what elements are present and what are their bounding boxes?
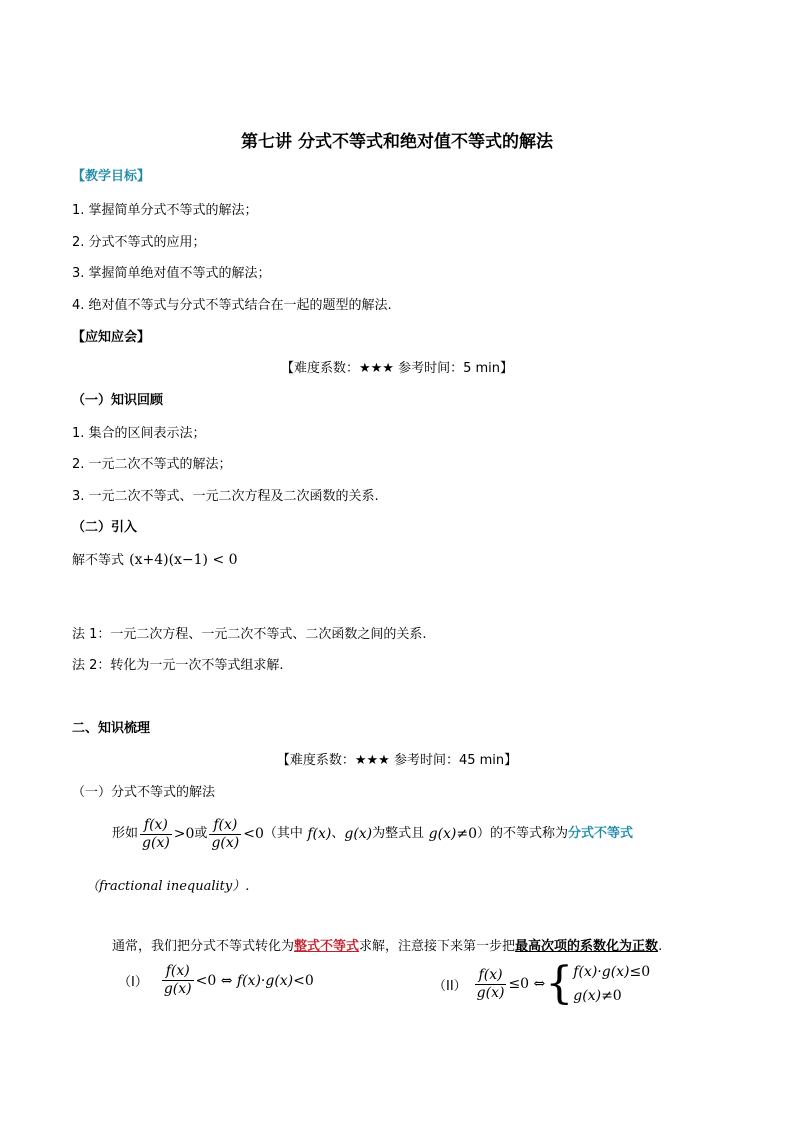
- note-mid: 求解，注意接下来第一步把: [359, 939, 516, 954]
- objective-item: 1. 掌握简单分式不等式的解法；: [72, 203, 258, 218]
- note-red: 整式不等式: [294, 939, 360, 954]
- case-1: （I） $\frac{f(x)}{g(x)}$ <0 ⇔ f(x)·g(x)<0: [118, 963, 314, 997]
- def-mid: （其中: [263, 826, 303, 841]
- review-item: 2. 一元二次不等式的解法；: [72, 457, 232, 472]
- intro-problem: [72, 549, 238, 568]
- def-term: 分式不等式: [568, 826, 634, 841]
- left-brace-icon: {: [545, 958, 574, 1009]
- difficulty-label: 【难度系数：★★★ 参考时间：5 min】: [280, 361, 513, 376]
- page-title: 第七讲 分式不等式和绝对值不等式的解法: [241, 132, 553, 152]
- review-item: 1. 集合的区间表示法；: [72, 426, 206, 441]
- system: f(x)·g(x)≤0 g(x)≠0: [573, 964, 651, 1004]
- def-english: （fractional inequality）.: [86, 879, 250, 894]
- fraction-fx-gx: $\frac{f(x)}{g(x)}$: [476, 966, 505, 1001]
- objectives-heading: 【教学目标】: [72, 169, 151, 184]
- note-bold: 最高次项的系数化为正数: [515, 939, 659, 954]
- review-item: 3. 一元二次不等式、一元二次方程及二次函数的关系.: [72, 489, 379, 504]
- case-1-label: （I）: [118, 975, 148, 990]
- difficulty-label: 【难度系数：★★★ 参考时间：45 min】: [276, 753, 518, 768]
- def-suffix: ）的不等式称为: [477, 826, 569, 841]
- objective-item: 2. 分式不等式的应用；: [72, 235, 206, 250]
- objective-item: 3. 掌握简单绝对值不等式的解法；: [72, 266, 271, 281]
- note-prefix: 通常，我们把分式不等式转化为: [112, 939, 295, 954]
- def-prefix: 形如: [112, 826, 139, 841]
- def-cond: 为整式且: [372, 826, 425, 841]
- fraction-fx-gx: $\frac{f(x)}{g(x)}$: [142, 816, 170, 851]
- method-item: 法 1：一元二次方程、一元二次不等式、二次函数之间的关系.: [72, 627, 427, 642]
- review-heading: （一）知识回顾: [72, 393, 164, 408]
- case-2-label: （II）: [433, 978, 467, 994]
- intro-problem-expr: (x+4)(x−1) < 0: [129, 552, 238, 568]
- knowledge-heading: 二、知识梳理: [72, 721, 151, 736]
- warmup-heading: 【应知应会】: [72, 330, 151, 345]
- def-and: 、: [331, 826, 345, 841]
- fraction-fx-gx: $\frac{f(x)}{g(x)}$: [211, 816, 240, 851]
- def-or: 或: [194, 826, 208, 841]
- method-item: 法 2：转化为一元一次不等式组求解.: [72, 658, 284, 673]
- note-line: [112, 935, 662, 954]
- intro-heading: （二）引入: [72, 520, 138, 535]
- fraction-fx-gx: $\frac{f(x)}{g(x)}$: [163, 963, 192, 997]
- objective-item: 4. 绝对值不等式与分式不等式结合在一起的题型的解法.: [72, 298, 392, 313]
- intro-problem-prefix: 解不等式: [72, 553, 125, 568]
- note-end: .: [658, 939, 663, 954]
- case-2: （II） $\frac{f(x)}{g(x)}$ ≤0 ⇔ { f(x)·g(x)≤0 g(x)≠0: [433, 958, 651, 1009]
- definition-line: 形如 $\frac{f(x)}{g(x)}$ >0 或 $\frac{f(x)}{g(x)}$ <0 （其中 f(x) 、 g(x) 为整式且 g(x)≠0 ）的不等式称为 分式不等式: [112, 814, 633, 854]
- sub-heading: （一）分式不等式的解法: [72, 785, 216, 800]
